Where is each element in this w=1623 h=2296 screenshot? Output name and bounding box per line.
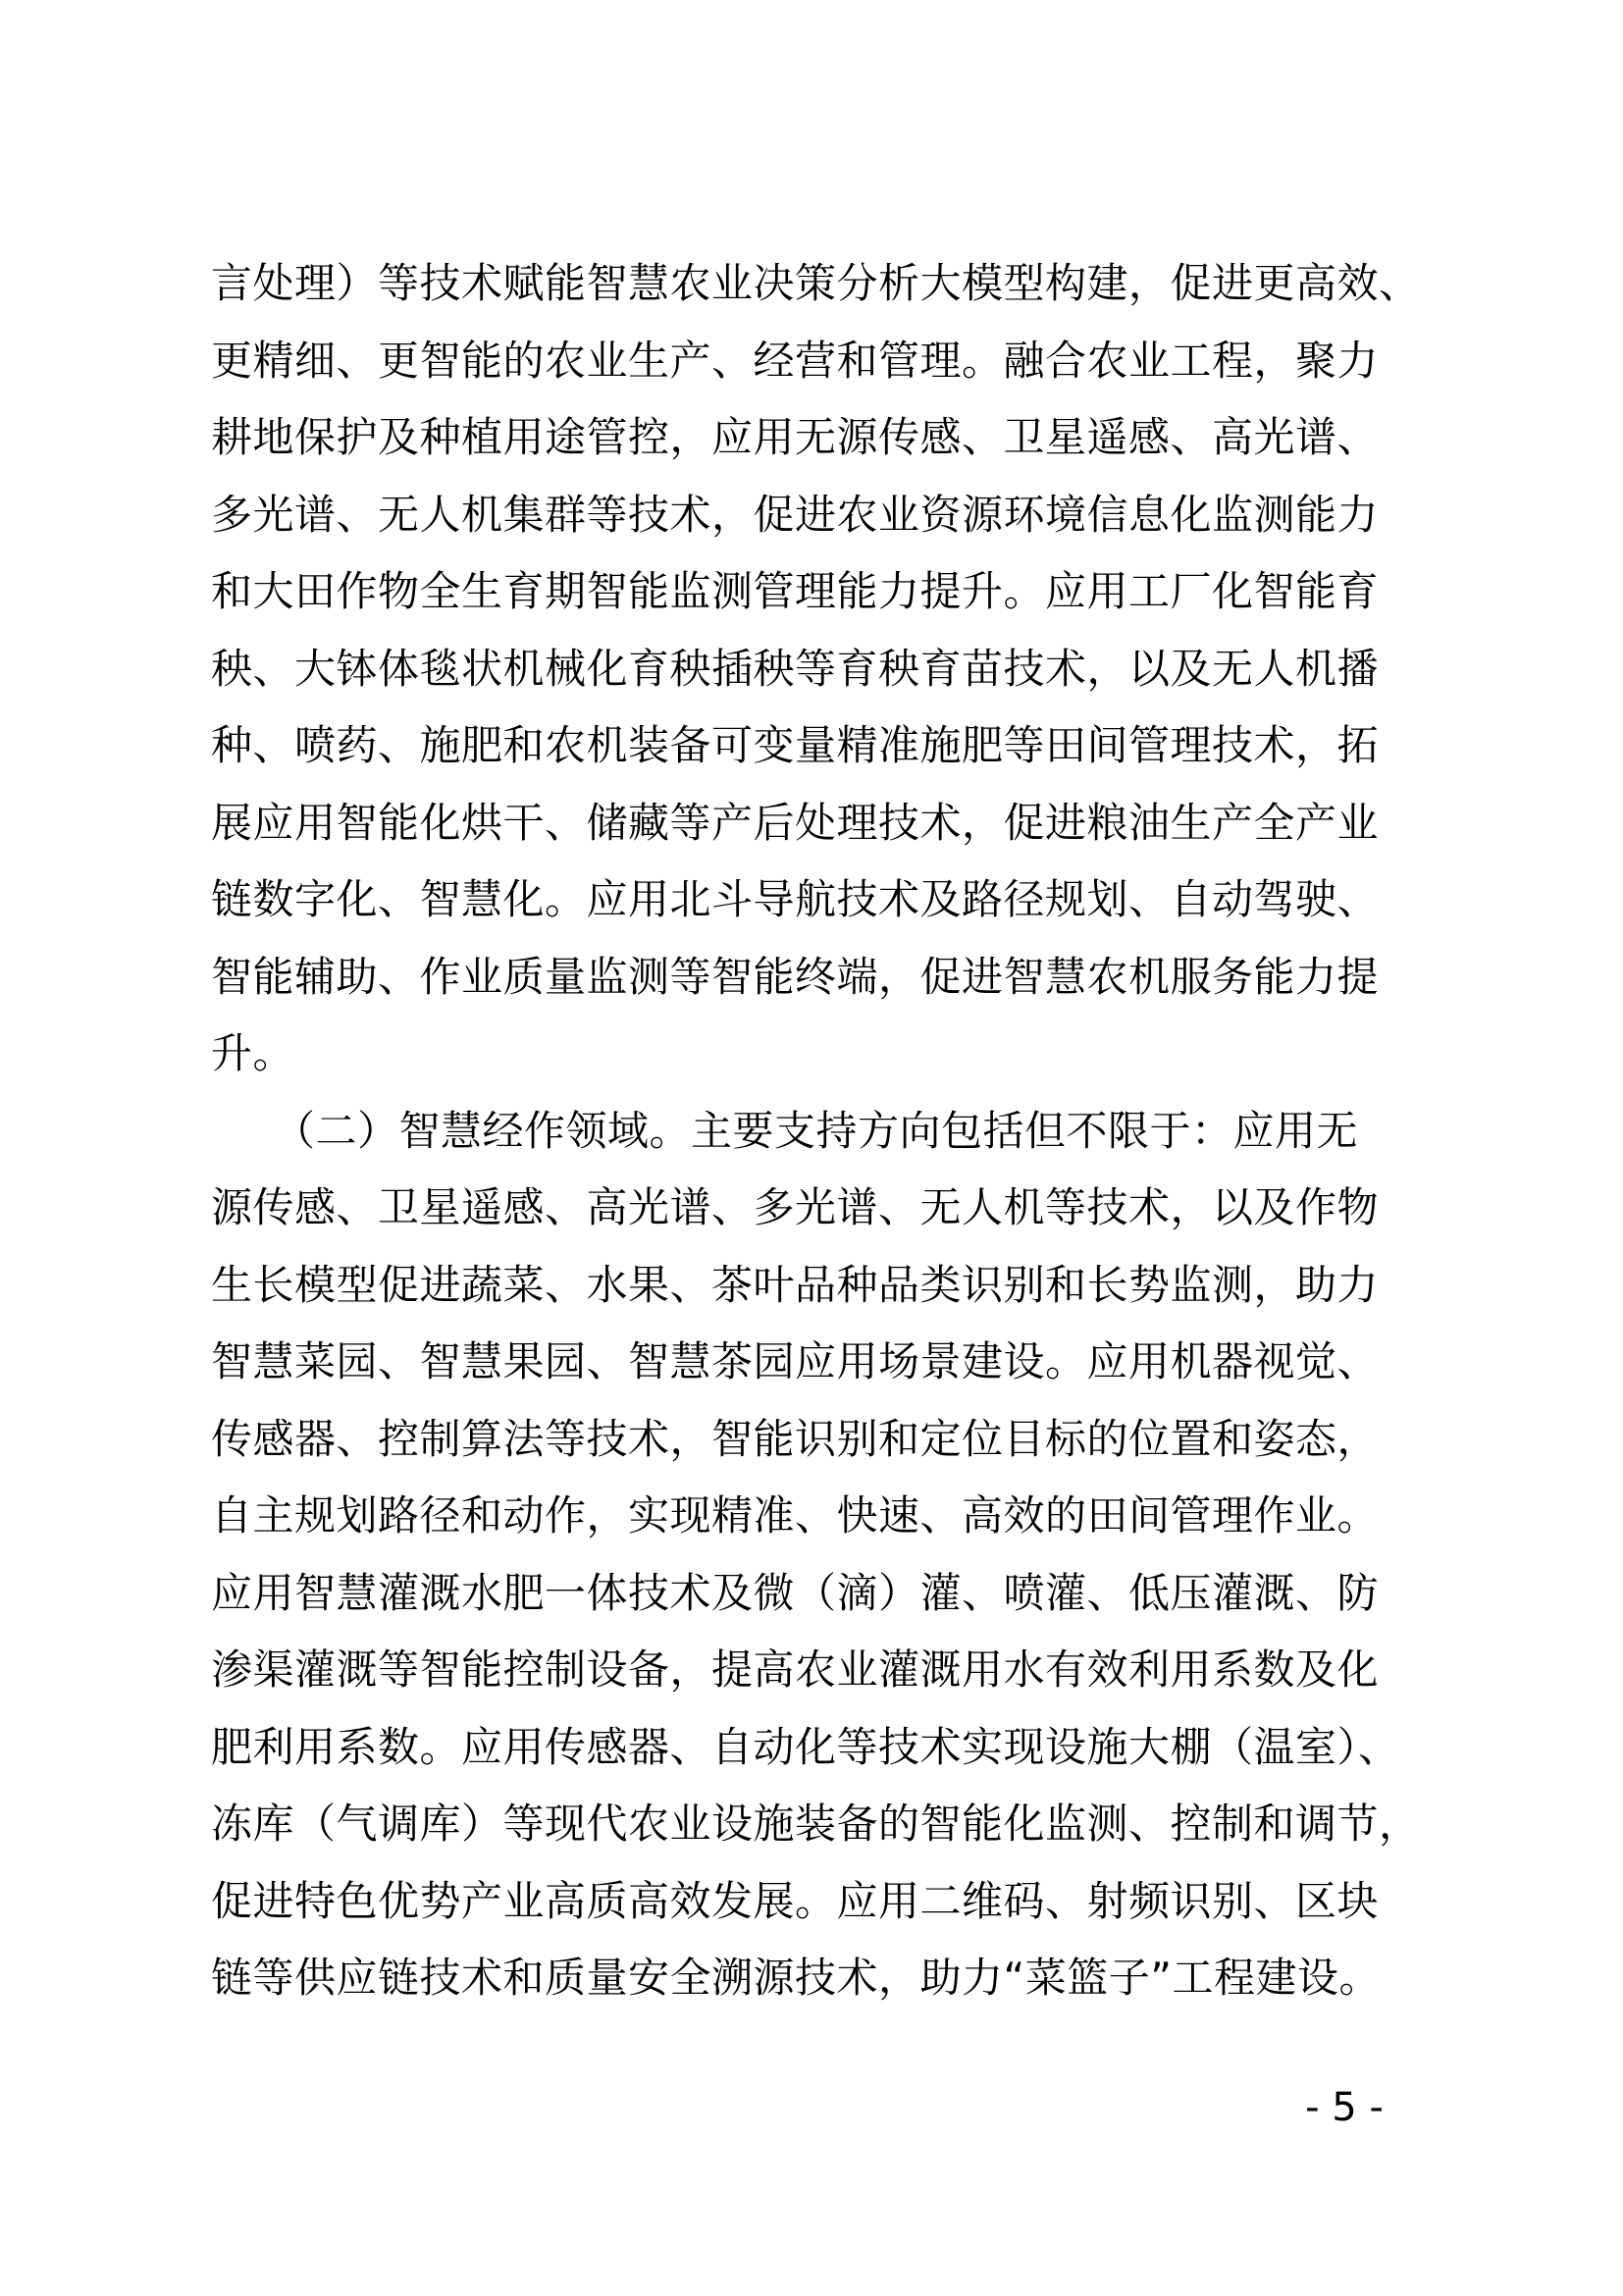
text-line: 耕地保护及种植用途管控，应用无源传感、卫星遥感、高光谱、 xyxy=(211,413,1380,461)
text-line: 链等供应链技术和质量安全溯源技术，助力“菜篮子”工程建设。 xyxy=(211,1954,1382,2002)
text-line: 传感器、控制算法等技术，智能识别和定位目标的位置和姿态， xyxy=(211,1414,1380,1463)
text-line: 展应用智能化烘干、储藏等产后处理技术，促进粮油生产全产业 xyxy=(211,798,1380,847)
text-line: 和大田作物全生育期智能监测管理能力提升。应用工厂化智能育 xyxy=(211,567,1380,615)
text-line: 秧、大钵体毯状机械化育秧插秧等育秧育苗技术，以及无人机播 xyxy=(211,644,1380,693)
section-heading-line: （二）智慧经作领域。主要支持方向包括但不限于：应用无 xyxy=(211,1106,1359,1155)
text-line: 链数字化、智慧化。应用北斗导航技术及路径规划、自动驾驶、 xyxy=(211,875,1380,923)
text-line: 多光谱、无人机集群等技术，促进农业资源环境信息化监测能力 xyxy=(211,490,1380,539)
page-number: - 5 - xyxy=(1305,2085,1384,2130)
text-line: 种、喷药、施肥和农机装备可变量精准施肥等田间管理技术，拓 xyxy=(211,721,1380,769)
text-line: 智慧菜园、智慧果园、智慧茶园应用场景建设。应用机器视觉、 xyxy=(211,1337,1380,1385)
text-line: 促进特色优势产业高质高效发展。应用二维码、射频识别、区块 xyxy=(211,1876,1380,1925)
text-line: 升。 xyxy=(211,1029,295,1077)
text-line: 冻库（气调库）等现代农业设施装备的智能化监测、控制和调节， xyxy=(211,1800,1421,1848)
text-line: 更精细、更智能的农业生产、经营和管理。融合农业工程，聚力 xyxy=(211,336,1380,385)
text-line: 肥利用系数。应用传感器、自动化等技术实现设施大棚（温室）、 xyxy=(211,1722,1400,1771)
text-line: 应用智慧灌溉水肥一体技术及微（滴）灌、喷灌、低压灌溉、防 xyxy=(211,1568,1380,1617)
text-line: 智能辅助、作业质量监测等智能终端，促进智慧农机服务能力提 xyxy=(211,952,1380,1001)
text-line: 源传感、卫星遥感、高光谱、多光谱、无人机等技术，以及作物 xyxy=(211,1183,1380,1231)
text-line: 言处理）等技术赋能智慧农业决策分析大模型构建，促进更高效、 xyxy=(211,259,1421,307)
text-line: 生长模型促进蔬菜、水果、茶叶品种品类识别和长势监测，助力 xyxy=(211,1260,1380,1309)
text-line: 自主规划路径和动作，实现精准、快速、高效的田间管理作业。 xyxy=(211,1491,1380,1539)
text-line: 渗渠灌溉等智能控制设备，提高农业灌溉用水有效利用系数及化 xyxy=(211,1645,1380,1694)
document-body xyxy=(211,245,1457,2017)
